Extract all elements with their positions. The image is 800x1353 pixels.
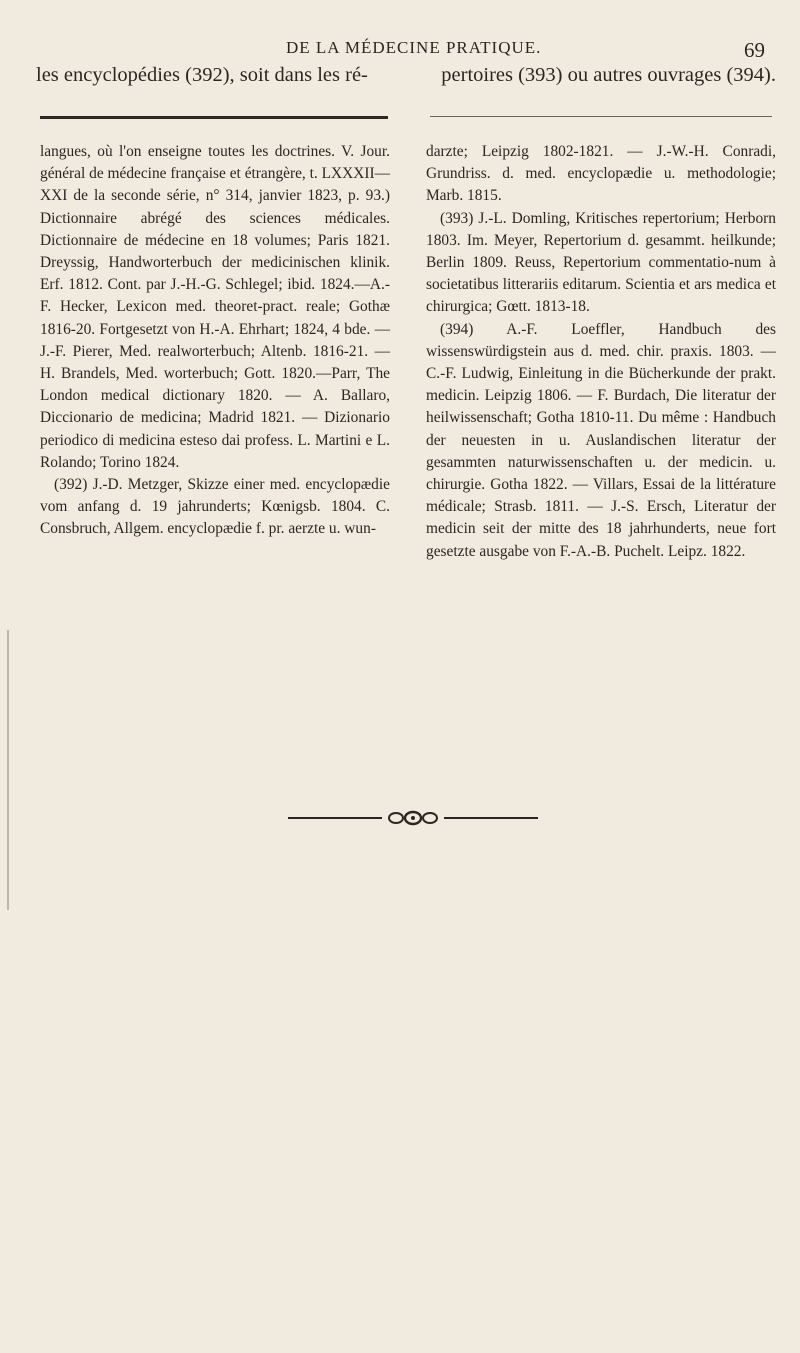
left-paragraph: (392) J.-D. Metzger, Skizze einer med. encyclopædie vom anfang d. 19 jahrunderts; Kœnigsb. 1804. C. Consbruch, Allgem. encyclopædie f. pr. aerzte u. wun-: [40, 476, 390, 538]
running-title: DE LA MÉDECINE PRATIQUE.: [286, 38, 542, 57]
right-paragraph: (394) A.-F. Loeffler, Handbuch des wissenswürdigstein aus d. med. chir. praxis. 1803. — C.-F. Ludwig, Einleitung in die Bücherkunde der prakt. medicin. Leipzig 1806. — F. Burdach, Die literatur der heilwissenschaft; Gotha 1810-11. Du même : Handbuch der neuesten in u. Auslandischen literatur der gesammten naturwissenschaften u. der medicin. u. chirurgie. Gotha 1822. — Villars, Essai de la littérature médicale; Strasb. 1811. — J.-S. Ersch, Literatur der medicin seit der mitte des 18 jahrhunderts, neue fort gesetzte ausgabe von F.-A.-B. Puchelt. Leipz. 1822.: [426, 320, 776, 560]
page-number: 69: [744, 38, 765, 62]
right-paragraph: (393) J.-L. Domling, Kritisches repertorium; Herborn 1803. Im. Meyer, Repertorium d. gesammt. heilkunde; Berlin 1809. Reuss, Repertorium commentatio-num à societatibus litterariis editarum. Scientia et ars medica et chirurgica; Gœtt. 1813-18.: [426, 209, 776, 316]
page-binding-mark: [6, 630, 10, 910]
right-column: [426, 141, 776, 563]
lead-line: [36, 64, 776, 87]
end-ornament: [286, 810, 540, 826]
left-column-rule: [40, 116, 388, 119]
left-paragraph: langues, où l'on enseigne toutes les doctrines. V. Jour. général de médecine française et étrangère, t. LXXXII—XXI de la seconde série, n° 314, janvier 1823, p. 93.) Dictionnaire abrégé des sciences médicales. Dictionnaire de médecine en 18 volumes; Paris 1821. Dreyssig, Handworterbuch der medicinischen klinik. Erf. 1812. Cont. par J.-H.-G. Schlegel; ibid. 1824.—A.-F. Hecker, Lexicon med. theoret-pract. reale; Gothæ 1816-20. Fortgesetzt von H.-A. Ehrhart; 1824, 4 bde. — J.-F. Pierer, Med. realworterbuch; Altenb. 1816-21. — H. Brandels, Med. worterbuch; Gott. 1820.—Parr, The London medical dictionary 1820. — A. Ballaro, Diccionario de medicina; Madrid 1821. — Dizionario periodico di medicina esteso dai profess. L. Martini e L. Rolando; Torino 1824.: [40, 143, 390, 471]
right-paragraph: darzte; Leipzig 1802-1821. — J.-W.-H. Conradi, Grundriss. d. med. encyclopædie u. methodologie; Marb. 1815.: [426, 143, 776, 205]
lead-line-left: les encyclopédies (392), soit dans les ré-: [36, 64, 368, 86]
right-column-rule: [430, 116, 772, 117]
lead-line-right: pertoires (393) ou autres ouvrages (394).: [441, 64, 776, 86]
left-column: [40, 141, 390, 541]
